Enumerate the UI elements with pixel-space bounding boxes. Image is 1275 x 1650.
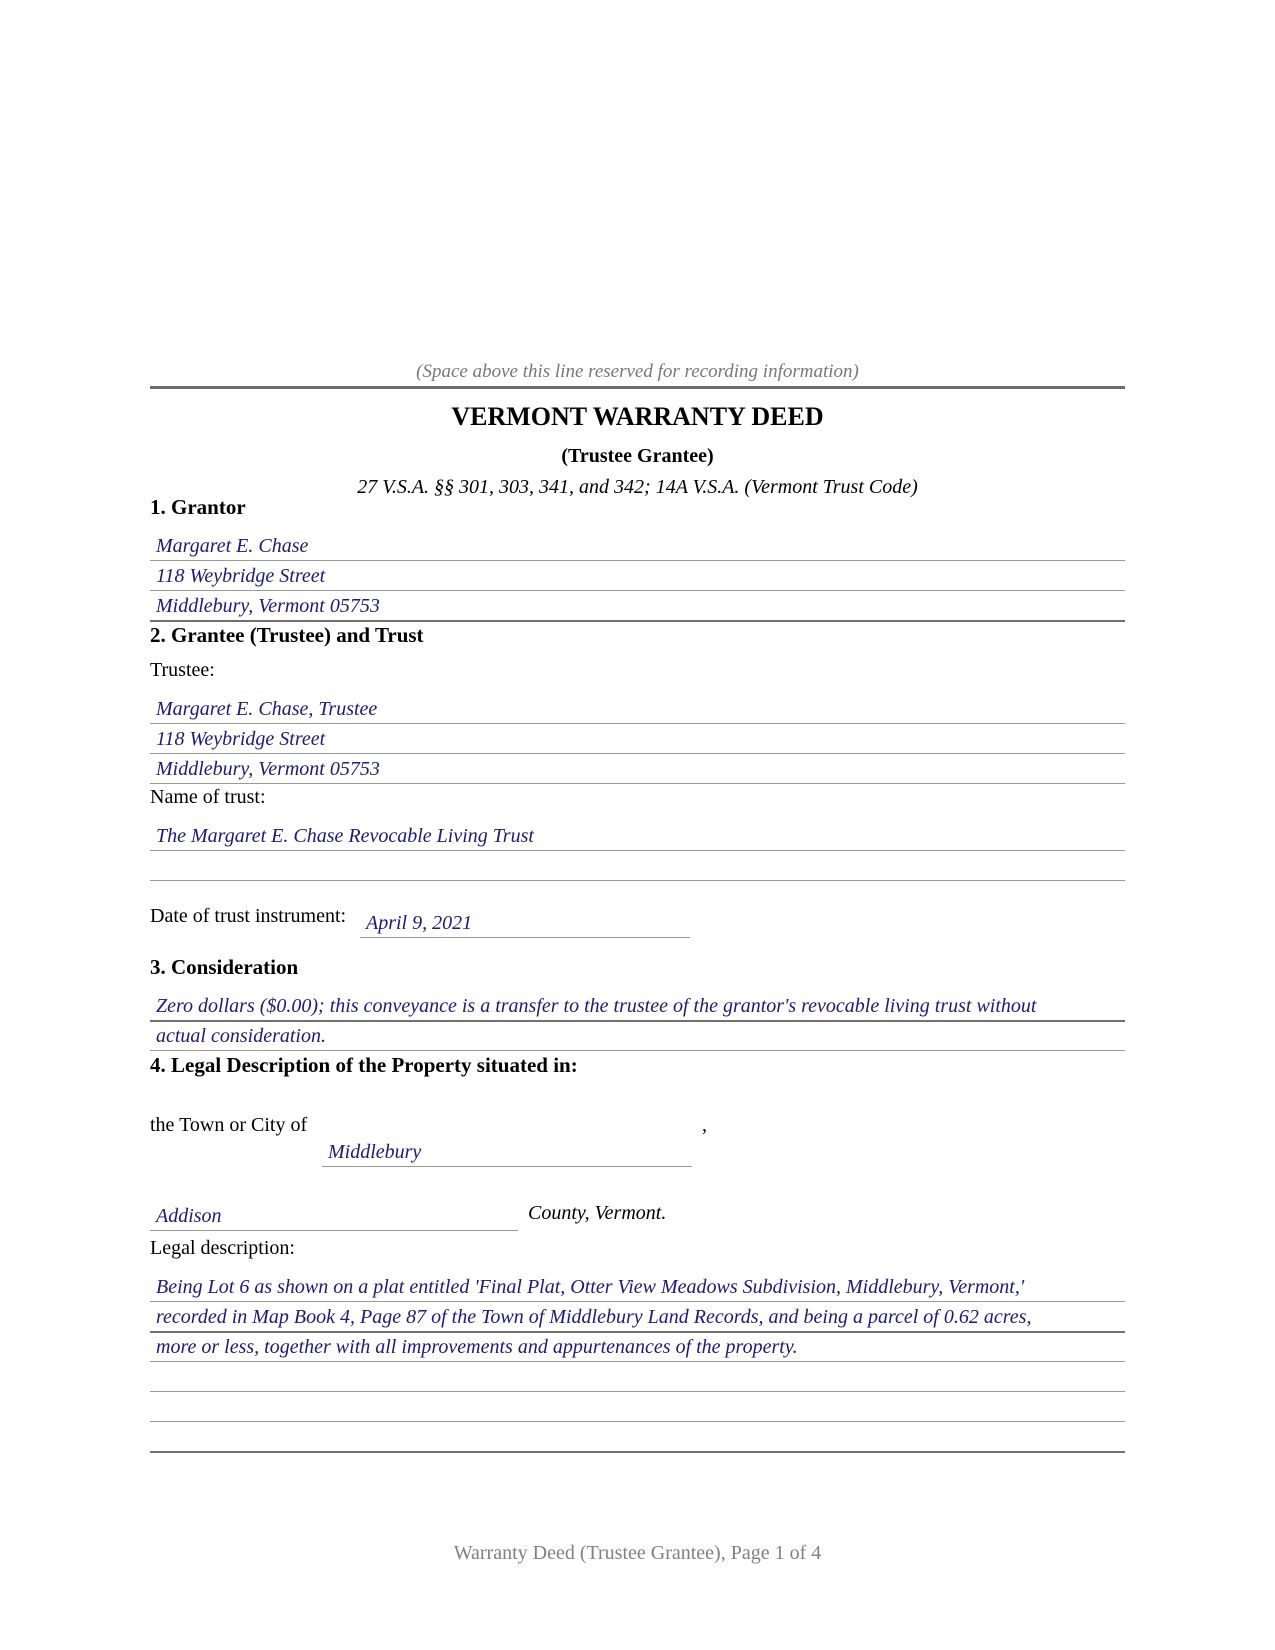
page-footer: Warranty Deed (Trustee Grantee), Page 1 of 4: [453, 1542, 822, 1564]
trustee-line-2[interactable]: [150, 723, 1125, 754]
grantor-line-3[interactable]: [150, 590, 1125, 622]
trust-date-value: April 9, 2021: [366, 912, 473, 934]
town-label: the Town or City of: [150, 1114, 308, 1136]
legal-line-6[interactable]: [150, 1421, 1125, 1453]
consideration-text-1: Zero dollars ($0.00); this conveyance is a transfer to the trustee of the grantor's revocable living trust without: [156, 995, 1037, 1017]
town-field[interactable]: [322, 1138, 692, 1167]
legal-line-4[interactable]: [150, 1361, 1125, 1392]
trust-name: The Margaret E. Chase Revocable Living Trust: [156, 825, 534, 847]
legal-line-3[interactable]: [150, 1331, 1125, 1362]
trust-name-label: Name of trust:: [150, 786, 266, 808]
trust-date-field[interactable]: [360, 907, 690, 938]
county-suffix: County, Vermont.: [528, 1202, 667, 1224]
recording-divider: [150, 386, 1125, 389]
legal-line-1[interactable]: [150, 1271, 1125, 1302]
consideration-text-2: actual consideration.: [156, 1025, 326, 1047]
town-comma: ,: [702, 1114, 707, 1136]
trustee-city: Middlebury, Vermont 05753: [156, 758, 380, 780]
document-subtitle: (Trustee Grantee): [561, 445, 714, 467]
legal-text-2: recorded in Map Book 4, Page 87 of the Town of Middlebury Land Records, and being a parcel of 0.62 acres,: [156, 1306, 1032, 1328]
trustee-street: 118 Weybridge Street: [156, 728, 326, 750]
grantor-street: 118 Weybridge Street: [156, 565, 326, 587]
town-value: Middlebury: [328, 1141, 422, 1163]
trustee-line-1[interactable]: [150, 693, 1125, 724]
recording-note: (Space above this line reserved for recording information): [416, 361, 859, 382]
document-title: VERMONT WARRANTY DEED: [451, 402, 824, 431]
grantor-city: Middlebury, Vermont 05753: [156, 595, 380, 617]
trustee-label: Trustee:: [150, 659, 215, 681]
legal-heading: 4. Legal Description of the Property situated in:: [150, 1053, 578, 1077]
legal-line-2[interactable]: [150, 1301, 1125, 1333]
legal-description-label: Legal description:: [150, 1237, 295, 1259]
trust-name-line-2[interactable]: [150, 850, 1125, 881]
consideration-line-1[interactable]: [150, 990, 1125, 1022]
legal-line-5[interactable]: [150, 1391, 1125, 1422]
grantor-line-2[interactable]: [150, 560, 1125, 591]
trustee-line-3[interactable]: [150, 753, 1125, 784]
grantor-heading: 1. Grantor: [150, 495, 246, 519]
grantee-heading: 2. Grantee (Trustee) and Trust: [150, 623, 424, 647]
county-value: Addison: [156, 1205, 222, 1227]
trust-date-label: Date of trust instrument:: [150, 905, 347, 927]
legal-text-3: more or less, together with all improvements and appurtenances of the property.: [156, 1336, 798, 1358]
county-field[interactable]: [150, 1200, 518, 1231]
trustee-name: Margaret E. Chase, Trustee: [156, 698, 378, 720]
grantor-name: Margaret E. Chase: [156, 535, 309, 557]
legal-text-1: Being Lot 6 as shown on a plat entitled 'Final Plat, Otter View Meadows Subdivision, Middlebury, Vermont,': [156, 1276, 1025, 1298]
statute-citation: 27 V.S.A. §§ 301, 303, 341, and 342; 14A V.S.A. (Vermont Trust Code): [357, 476, 918, 498]
grantor-line-1[interactable]: [150, 530, 1125, 561]
consideration-line-2[interactable]: [150, 1020, 1125, 1051]
consideration-heading: 3. Consideration: [150, 955, 299, 979]
trust-name-line-1[interactable]: [150, 820, 1125, 851]
